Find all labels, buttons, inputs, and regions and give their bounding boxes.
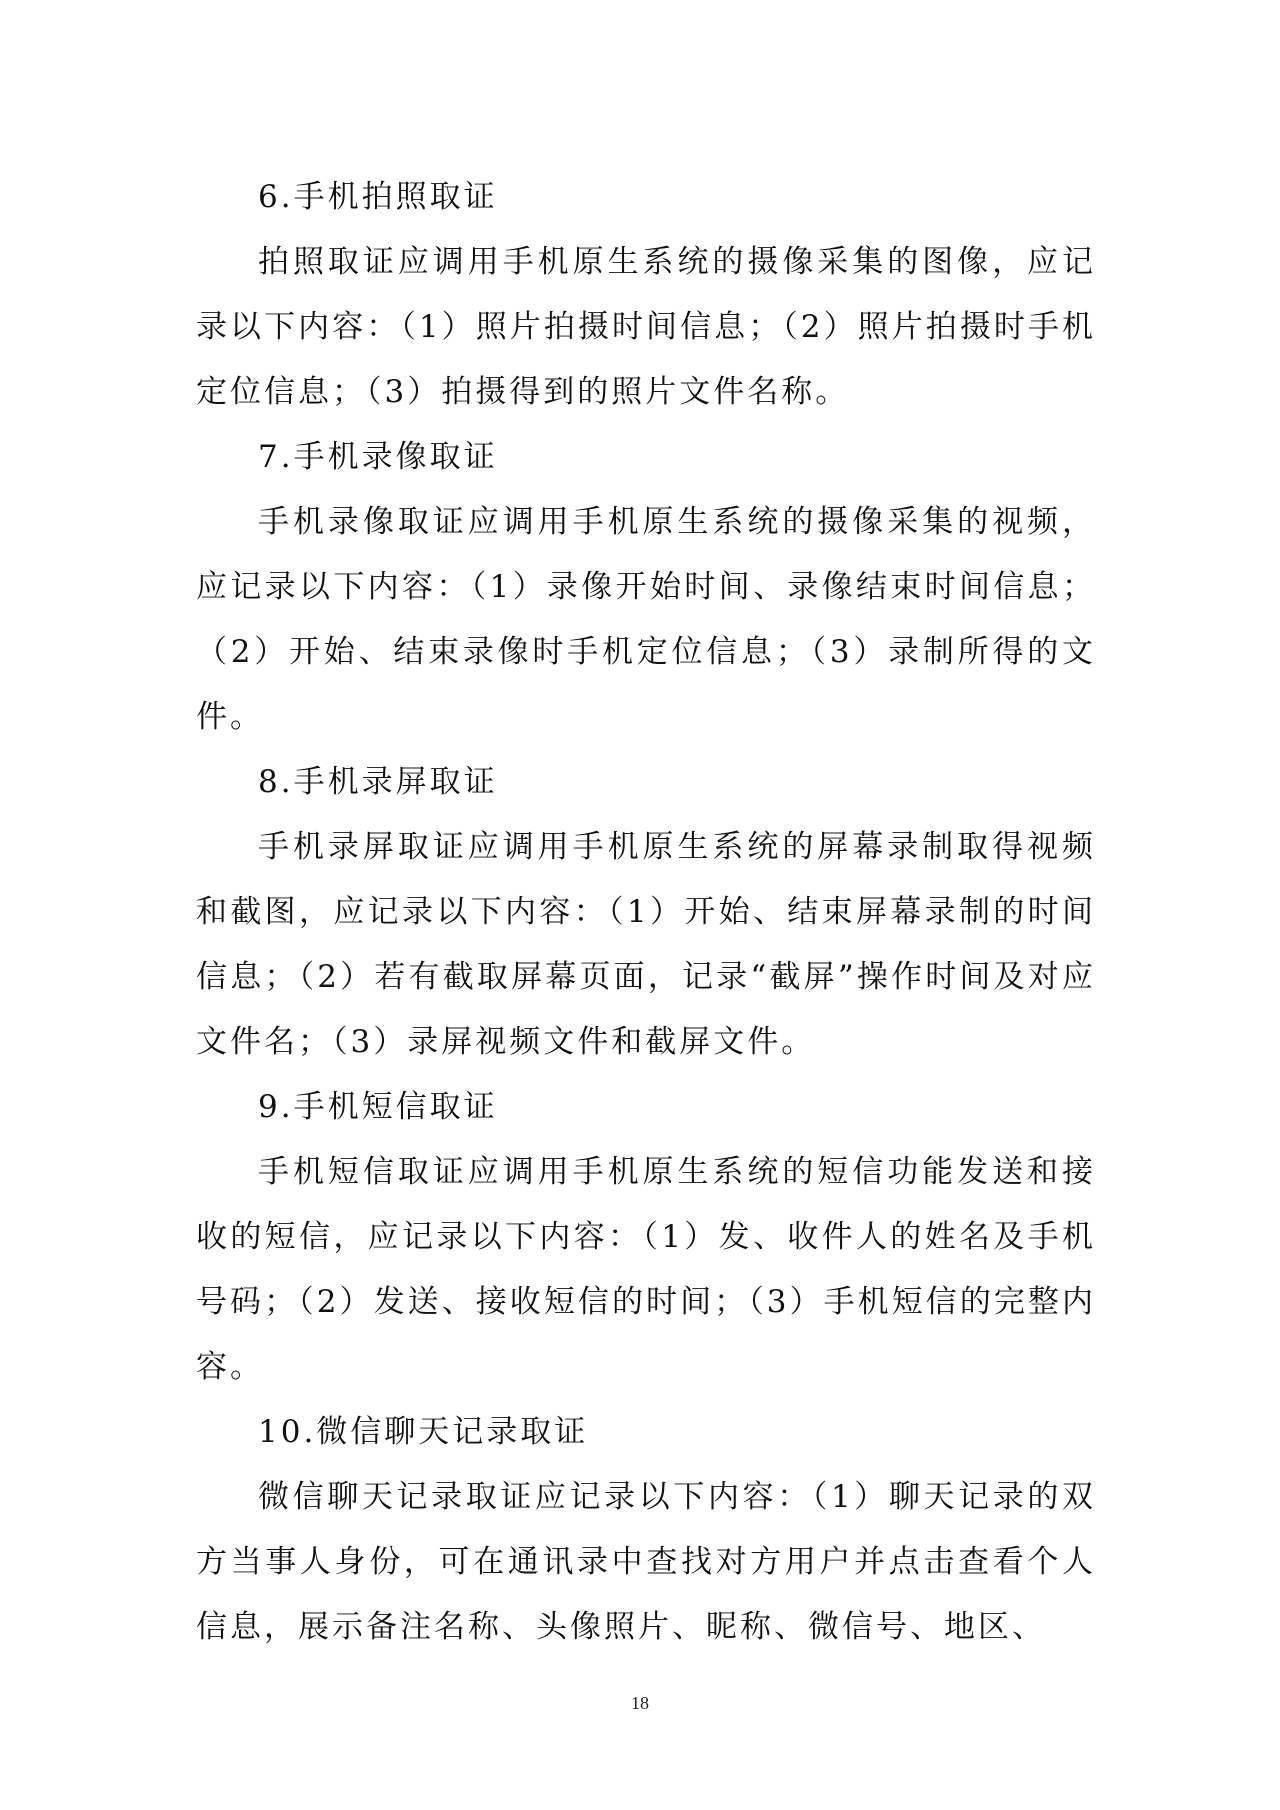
section-heading-10: 10.微信聊天记录取证: [258, 1414, 589, 1450]
section-paragraph-10: 微信聊天记录取证应记录以下内容：（1）聊天记录的双方当事人身份，可在通讯录中查找对方用户并点击查看个人信息，展示备注名称、头像照片、昵称、微信号、地区、: [196, 1479, 1096, 1645]
section-paragraph-8: 手机录屏取证应调用手机原生系统的屏幕录制取得视频和截图，应记录以下内容：（1）开始、结束屏幕录制的时间信息；（2）若有截取屏幕页面，记录“截屏”操作时间及对应文件名；（3）录屏视频文件和截屏文件。: [196, 829, 1096, 1060]
page-number: 18: [631, 1693, 649, 1713]
section-paragraph-9: 手机短信取证应调用手机原生系统的短信功能发送和接收的短信，应记录以下内容：（1）发、收件人的姓名及手机号码；（2）发送、接收短信的时间；（3）手机短信的完整内容。: [196, 1154, 1096, 1385]
section-heading-6: 6.手机拍照取证: [258, 179, 498, 215]
section-heading-8: 8.手机录屏取证: [258, 764, 498, 800]
section-heading-7: 7.手机录像取证: [258, 439, 498, 475]
document-body: [196, 165, 1096, 1660]
section-paragraph-6: 拍照取证应调用手机原生系统的摄像采集的图像，应记录以下内容：（1）照片拍摄时间信息；（2）照片拍摄时手机定位信息；（3）拍摄得到的照片文件名称。: [196, 244, 1096, 410]
section-paragraph-7: 手机录像取证应调用手机原生系统的摄像采集的视频，应记录以下内容：（1）录像开始时间、录像结束时间信息；（2）开始、结束录像时手机定位信息；（3）录制所得的文件。: [196, 504, 1096, 735]
section-heading-9: 9.手机短信取证: [258, 1089, 498, 1125]
